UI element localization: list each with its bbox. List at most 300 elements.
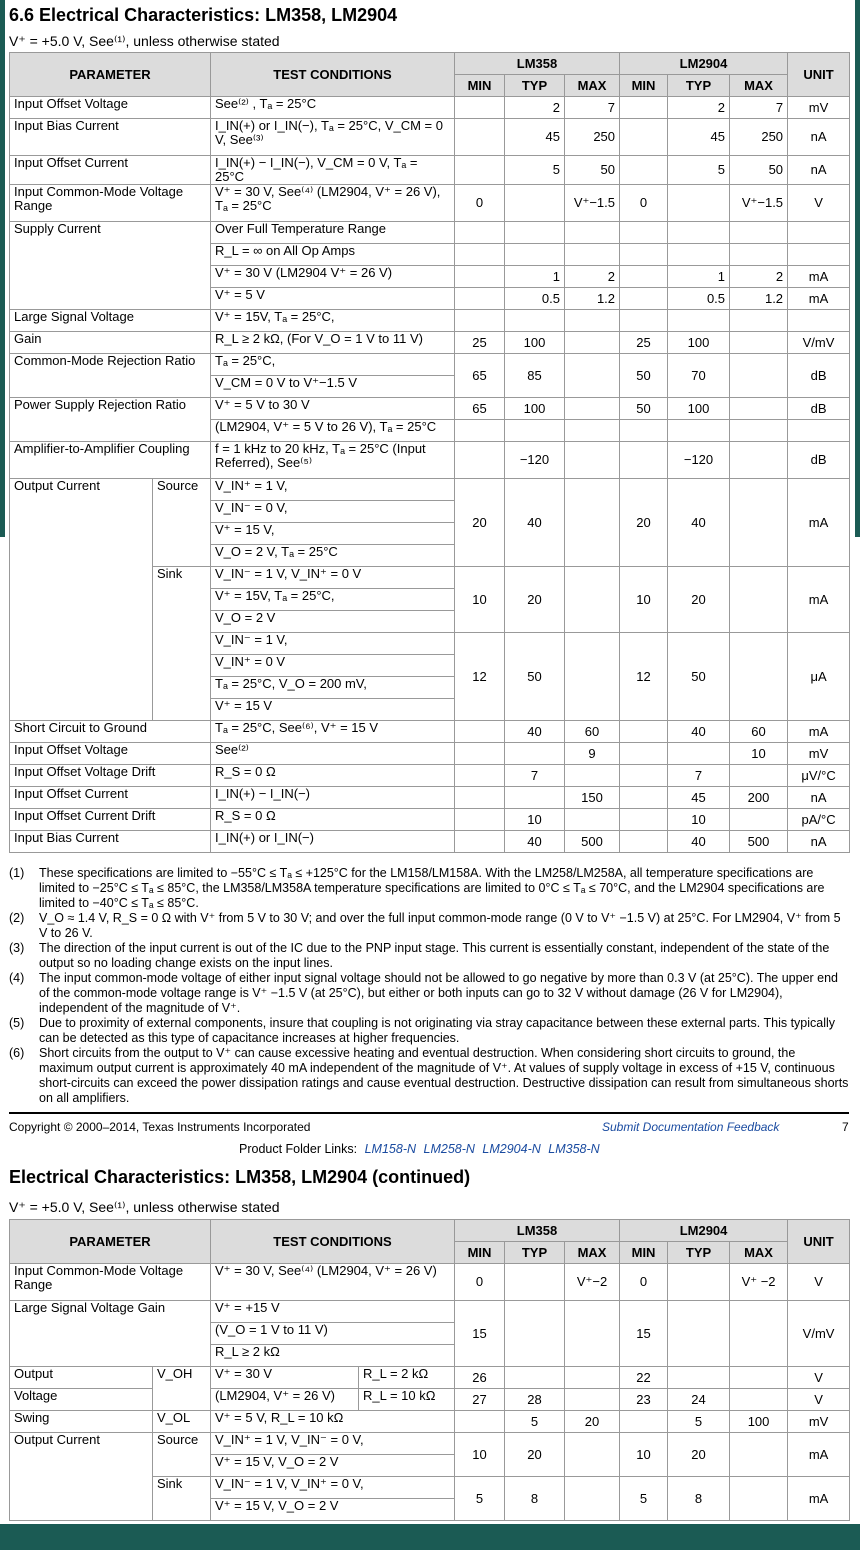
unit-cell: V (788, 185, 850, 222)
value-cell: 10 (620, 567, 668, 633)
footnote-text: The input common-mode voltage of either input signal voltage should not be allowed to go negative by more than 0.3 V (at 25°C). The upper end of the common-mode voltage range is V⁺ −1.5 V (at 25°C), but either or both inputs can go to 32 V without damage (26 V for LM2904), independent of the magnitude of V⁺. (39, 971, 839, 1015)
value-cell (730, 633, 788, 721)
param-cell: Input Offset Current (10, 787, 211, 809)
header-lm358: LM358 (455, 53, 620, 75)
value-cell (565, 1301, 620, 1367)
cond-cell: V⁺ = 30 V (LM2904 V⁺ = 26 V) (211, 266, 455, 288)
value-cell (620, 266, 668, 288)
rl-cell: R_L = 2 kΩ (359, 1367, 455, 1389)
param-cell: Gain (10, 332, 211, 354)
value-cell (455, 156, 505, 185)
unit-cell: mA (788, 1433, 850, 1477)
footnote-number: (6) (9, 1046, 25, 1060)
param-cell: Output Current (10, 1433, 153, 1521)
sub-param-cell: Sink (153, 567, 211, 721)
param-cell: Supply Current (10, 222, 211, 310)
header-max: MAX (565, 1242, 620, 1264)
value-cell: 22 (620, 1367, 668, 1389)
cond-cell: V⁺ = 15V, Tₐ = 25°C, (211, 589, 455, 611)
cond-cell: V_IN⁺ = 1 V, (211, 479, 455, 501)
value-cell (730, 1389, 788, 1411)
value-cell: 12 (455, 633, 505, 721)
value-cell: 8 (668, 1477, 730, 1521)
value-cell: 60 (730, 721, 788, 743)
cond-cell: V⁺ = 30 V, See⁽⁴⁾ (LM2904, V⁺ = 26 V) (211, 1264, 455, 1301)
unit-cell: mA (788, 266, 850, 288)
value-cell (730, 332, 788, 354)
param-cell: Short Circuit to Ground (10, 721, 211, 743)
value-cell (730, 809, 788, 831)
param-cell: Input Offset Current Drift (10, 809, 211, 831)
cond-cell: (V_O = 1 V to 11 V) (211, 1323, 455, 1345)
value-cell: 9 (565, 743, 620, 765)
footnotes (9, 866, 849, 1106)
cond-cell: V⁺ = 30 V, See⁽⁴⁾ (LM2904, V⁺ = 26 V), Tₐ = 25°C (211, 185, 455, 222)
value-cell: V⁺−2 (565, 1264, 620, 1301)
cond-cell: V_IN⁺ = 0 V (211, 655, 455, 677)
param-cell: Input Offset Voltage (10, 97, 211, 119)
value-cell (565, 1433, 620, 1477)
page-footer (9, 1112, 849, 1142)
value-cell: 100 (505, 398, 565, 420)
table-row (10, 185, 850, 222)
value-cell: 7 (565, 97, 620, 119)
right-border-strip (855, 0, 860, 537)
cond-cell: R_S = 0 Ω (211, 809, 455, 831)
value-cell: 0 (455, 1264, 505, 1301)
table-row (10, 1301, 850, 1323)
header-lm2904: LM2904 (620, 1220, 788, 1242)
value-cell: 10 (730, 743, 788, 765)
electrical-characteristics-table-continued (9, 1219, 850, 1521)
value-cell: −120 (668, 442, 730, 479)
unit-cell: mA (788, 479, 850, 567)
table-row (10, 1389, 850, 1411)
value-cell: 2 (668, 97, 730, 119)
table-row (10, 831, 850, 853)
cond-cell: V_IN⁺ = 1 V, V_IN⁻ = 0 V, (211, 1433, 455, 1455)
unit-cell: mA (788, 721, 850, 743)
value-cell (565, 633, 620, 721)
value-cell (565, 1477, 620, 1521)
unit-cell: mV (788, 97, 850, 119)
header-typ: TYP (668, 1242, 730, 1264)
value-cell: 0 (620, 1264, 668, 1301)
footnote-text: Due to proximity of external components, insure that coupling is not originating via stray capacitance between these external parts. This typically can be detected as this type of capacitance increases at higher frequencies. (39, 1016, 836, 1045)
cond-cell: V_IN⁻ = 1 V, V_IN⁺ = 0 V, (211, 1477, 455, 1499)
cond-cell: V⁺ = 15V, Tₐ = 25°C, (211, 310, 455, 332)
cond-cell: V_CM = 0 V to V⁺−1.5 V (211, 376, 455, 398)
cond-cell: I_IN(+) − I_IN(−), V_CM = 0 V, Tₐ = 25°C (211, 156, 455, 185)
unit-cell: mV (788, 743, 850, 765)
value-cell (505, 1301, 565, 1367)
value-cell: 100 (730, 1411, 788, 1433)
value-cell (668, 1264, 730, 1301)
value-cell: 5 (668, 156, 730, 185)
value-cell: 20 (505, 567, 565, 633)
value-cell (730, 1301, 788, 1367)
value-cell (730, 1367, 788, 1389)
param-cell: Power Supply Rejection Ratio (10, 398, 211, 442)
footnote (9, 941, 849, 971)
cond-cell: V⁺ = +15 V (211, 1301, 455, 1323)
value-cell (565, 1367, 620, 1389)
value-cell: 40 (505, 831, 565, 853)
param-cell: Input Bias Current (10, 831, 211, 853)
electrical-characteristics-table (9, 52, 850, 853)
param-cell: Output (10, 1367, 153, 1389)
cond-cell: (LM2904, V⁺ = 5 V to 26 V), Tₐ = 25°C (211, 420, 455, 442)
unit-cell: V (788, 1264, 850, 1301)
cond-cell: f = 1 kHz to 20 kHz, Tₐ = 25°C (Input Referred), See⁽⁵⁾ (211, 442, 455, 479)
cond-cell: I_IN(+) − I_IN(−) (211, 787, 455, 809)
value-cell: 27 (455, 1389, 505, 1411)
value-cell (455, 721, 505, 743)
footnote-text: These specifications are limited to −55°C ≤ Tₐ ≤ +125°C for the LM158/LM158A. With the LM258/LM258A, all temperature specifications are limited to −25°C ≤ Tₐ ≤ 85°C, the LM358/LM358A temperature specifications are limited to 0°C ≤ Tₐ ≤ 70°C, and the LM2904 specifications are limited to −40°C ≤ Tₐ ≤ 85°C. (39, 866, 825, 910)
link-lm358[interactable]: LM358-N (548, 1142, 600, 1156)
value-cell (620, 809, 668, 831)
cond-cell: V_O = 2 V (211, 611, 455, 633)
value-cell (505, 1367, 565, 1389)
value-cell (730, 398, 788, 420)
cond-cell: I_IN(+) or I_IN(−) (211, 831, 455, 853)
value-cell: 0 (455, 185, 505, 222)
cond-cell: R_L = ∞ on All Op Amps (211, 244, 455, 266)
value-cell (730, 567, 788, 633)
header-lm358: LM358 (455, 1220, 620, 1242)
value-cell: −120 (505, 442, 565, 479)
value-cell (730, 1477, 788, 1521)
unit-cell: nA (788, 156, 850, 185)
value-cell: 5 (505, 1411, 565, 1433)
value-cell: 250 (565, 119, 620, 156)
value-cell: 50 (565, 156, 620, 185)
header-unit: UNIT (788, 1220, 850, 1264)
param-cell: Input Bias Current (10, 119, 211, 156)
value-cell: 5 (668, 1411, 730, 1433)
value-cell: 0 (620, 185, 668, 222)
value-cell: 7 (730, 97, 788, 119)
param-cell: Common-Mode Rejection Ratio (10, 354, 211, 398)
value-cell (620, 743, 668, 765)
unit-cell: dB (788, 354, 850, 398)
value-cell: 26 (455, 1367, 505, 1389)
value-cell (565, 567, 620, 633)
value-cell (730, 354, 788, 398)
value-cell (455, 765, 505, 787)
symbol-cell: V_OL (153, 1411, 211, 1433)
footnote-number: (1) (9, 866, 25, 880)
table-row (10, 332, 850, 354)
value-cell: 500 (565, 831, 620, 853)
cond-cell: Tₐ = 25°C, V_O = 200 mV, (211, 677, 455, 699)
value-cell: 2 (505, 97, 565, 119)
value-cell (730, 1433, 788, 1477)
value-cell: 10 (455, 1433, 505, 1477)
value-cell: 250 (730, 119, 788, 156)
value-cell: 45 (668, 119, 730, 156)
cond-cell: V⁺ = 15 V, V_O = 2 V (211, 1455, 455, 1477)
copyright-text: Copyright © 2000–2014, Texas Instruments Incorporated (9, 1120, 311, 1134)
table-row (10, 1433, 850, 1455)
value-cell (620, 721, 668, 743)
value-cell: 8 (505, 1477, 565, 1521)
value-cell (455, 809, 505, 831)
value-cell: 50 (668, 633, 730, 721)
cond-cell: V⁺ = 30 V (211, 1367, 359, 1389)
unit-cell: dB (788, 398, 850, 420)
cond-cell: Tₐ = 25°C, (211, 354, 455, 376)
sub-param-cell: Sink (153, 1477, 211, 1521)
unit-cell: μA (788, 633, 850, 721)
table-row (10, 354, 850, 376)
value-cell (668, 743, 730, 765)
section-condition: V⁺ = +5.0 V, See⁽¹⁾, unless otherwise stated (9, 1199, 280, 1215)
header-min: MIN (455, 75, 505, 97)
param-cell: Swing (10, 1411, 153, 1433)
unit-cell: V/mV (788, 332, 850, 354)
value-cell (730, 479, 788, 567)
value-cell: 5 (455, 1477, 505, 1521)
cond-cell: R_L ≥ 2 kΩ, (For V_O = 1 V to 11 V) (211, 332, 455, 354)
header-max: MAX (565, 75, 620, 97)
param-cell: Large Signal Voltage Gain (10, 1301, 211, 1367)
value-cell: 1 (505, 266, 565, 288)
unit-cell: mA (788, 288, 850, 310)
value-cell: 50 (620, 398, 668, 420)
section-title-continued: Electrical Characteristics: LM358, LM2904 (continued) (9, 1167, 471, 1187)
value-cell: 70 (668, 354, 730, 398)
value-cell (565, 398, 620, 420)
header-min: MIN (455, 1242, 505, 1264)
value-cell: 0.5 (505, 288, 565, 310)
unit-cell: dB (788, 442, 850, 479)
header-parameter: PARAMETER (10, 53, 211, 97)
value-cell: 65 (455, 398, 505, 420)
header-typ: TYP (505, 1242, 565, 1264)
unit-cell: μV/°C (788, 765, 850, 787)
header-test-conditions: TEST CONDITIONS (211, 53, 455, 97)
value-cell (620, 1411, 668, 1433)
value-cell: 1.2 (730, 288, 788, 310)
value-cell (668, 185, 730, 222)
value-cell: 200 (730, 787, 788, 809)
value-cell (565, 1389, 620, 1411)
symbol-cell: V_OH (153, 1367, 211, 1411)
unit-cell: V/mV (788, 1301, 850, 1367)
value-cell (620, 765, 668, 787)
cond-cell: V⁺ = 5 V to 30 V (211, 398, 455, 420)
value-cell (565, 479, 620, 567)
value-cell (565, 809, 620, 831)
cond-cell: R_L ≥ 2 kΩ (211, 1345, 455, 1367)
submit-feedback-link[interactable]: Submit Documentation Feedback (602, 1120, 780, 1134)
value-cell (455, 831, 505, 853)
value-cell: 500 (730, 831, 788, 853)
header-lm2904: LM2904 (620, 53, 788, 75)
cond-cell: V⁺ = 5 V, R_L = 10 kΩ (211, 1411, 455, 1433)
footnote (9, 911, 849, 941)
value-cell: 5 (505, 156, 565, 185)
link-lm258[interactable]: LM258-N (423, 1142, 475, 1156)
footnote-text: Short circuits from the output to V⁺ can cause excessive heating and eventual destruction. When considering short circuits to ground, the maximum output current is approximately 40 mA independent of the magnitude of V⁺. At values of supply voltage in excess of +15 V, continuous short-circuits can exceed the power dissipation ratings and cause eventual destruction. Destructive dissipation can result from simultaneous shorts on all amplifiers. (39, 1046, 849, 1105)
cond-cell: V⁺ = 5 V (211, 288, 455, 310)
header-min: MIN (620, 75, 668, 97)
link-lm158[interactable]: LM158-N (364, 1142, 417, 1156)
table-row (10, 310, 850, 332)
value-cell: 7 (505, 765, 565, 787)
param-cell: Large Signal Voltage (10, 310, 211, 332)
value-cell: 20 (668, 567, 730, 633)
value-cell: 50 (620, 354, 668, 398)
value-cell (455, 787, 505, 809)
footnote-number: (2) (9, 911, 25, 925)
value-cell: 24 (668, 1389, 730, 1411)
value-cell: 1.2 (565, 288, 620, 310)
value-cell: 10 (668, 809, 730, 831)
page-number: 7 (842, 1120, 849, 1134)
cond-cell: R_S = 0 Ω (211, 765, 455, 787)
value-cell (620, 156, 668, 185)
value-cell: 7 (668, 765, 730, 787)
value-cell (455, 1411, 505, 1433)
param-cell: Amplifier-to-Amplifier Coupling (10, 442, 211, 479)
value-cell: 45 (505, 119, 565, 156)
value-cell (455, 119, 505, 156)
param-cell: Voltage (10, 1389, 153, 1411)
table-row (10, 442, 850, 479)
value-cell: 2 (730, 266, 788, 288)
unit-cell: mV (788, 1411, 850, 1433)
value-cell: 50 (505, 633, 565, 721)
value-cell: 40 (505, 721, 565, 743)
value-cell: 20 (620, 479, 668, 567)
value-cell: 50 (730, 156, 788, 185)
header-max: MAX (730, 75, 788, 97)
link-lm2904[interactable]: LM2904-N (482, 1142, 541, 1156)
value-cell: 45 (668, 787, 730, 809)
value-cell: 5 (620, 1477, 668, 1521)
links-label: Product Folder Links: (239, 1142, 358, 1156)
value-cell: 25 (620, 332, 668, 354)
value-cell: 100 (505, 332, 565, 354)
value-cell: 150 (565, 787, 620, 809)
header-typ: TYP (668, 75, 730, 97)
footnote (9, 971, 849, 1016)
value-cell: 40 (505, 479, 565, 567)
cond-cell: V_IN⁻ = 1 V, (211, 633, 455, 655)
cond-cell: V_IN⁻ = 0 V, (211, 501, 455, 523)
footnote (9, 1046, 849, 1106)
value-cell: 15 (455, 1301, 505, 1367)
footnote-number: (4) (9, 971, 25, 985)
footnote (9, 1016, 849, 1046)
footnote-number: (5) (9, 1016, 25, 1030)
value-cell (620, 119, 668, 156)
table-row (10, 222, 850, 244)
value-cell (620, 831, 668, 853)
value-cell (565, 354, 620, 398)
table-row (10, 809, 850, 831)
value-cell (455, 743, 505, 765)
value-cell (668, 1301, 730, 1367)
value-cell: 15 (620, 1301, 668, 1367)
value-cell: 65 (455, 354, 505, 398)
value-cell: 100 (668, 398, 730, 420)
value-cell: 40 (668, 479, 730, 567)
value-cell (620, 787, 668, 809)
value-cell: 40 (668, 721, 730, 743)
value-cell: V⁺−1.5 (565, 185, 620, 222)
cond-cell: See⁽²⁾ , Tₐ = 25°C (211, 97, 455, 119)
table-row (10, 721, 850, 743)
header-test-conditions: TEST CONDITIONS (211, 1220, 455, 1264)
value-cell: 20 (505, 1433, 565, 1477)
param-cell: Input Common-Mode Voltage Range (10, 185, 211, 222)
value-cell: 60 (565, 721, 620, 743)
value-cell: V⁺−1.5 (730, 185, 788, 222)
value-cell (455, 97, 505, 119)
footnote (9, 866, 849, 911)
cond-cell: Tₐ = 25°C, See⁽⁶⁾, V⁺ = 15 V (211, 721, 455, 743)
table-row (10, 119, 850, 156)
section-title: 6.6 Electrical Characteristics: LM358, LM2904 (9, 5, 398, 25)
cond-cell: V_O = 2 V, Tₐ = 25°C (211, 545, 455, 567)
unit-cell: mA (788, 567, 850, 633)
footnote-text: V_O ≈ 1.4 V, R_S = 0 Ω with V⁺ from 5 V to 30 V; and over the full input common-mode range (0 V to V⁺ −1.5 V) at 25°C. For LM2904, V⁺ from 5 V to 26 V. (39, 911, 841, 940)
datasheet-page-2 (0, 1160, 860, 1524)
sub-param-cell: Source (153, 479, 211, 567)
value-cell: 85 (505, 354, 565, 398)
value-cell (505, 787, 565, 809)
cond-cell: V_IN⁻ = 1 V, V_IN⁺ = 0 V (211, 567, 455, 589)
cond-cell: V⁺ = 15 V, V_O = 2 V (211, 1499, 455, 1521)
footnote-text: The direction of the input current is out of the IC due to the PNP input stage. This current is essentially constant, independent of the state of the output so no loading change exists on the input lines. (39, 941, 830, 970)
value-cell (620, 97, 668, 119)
rl-cell: R_L = 10 kΩ (359, 1389, 455, 1411)
value-cell: 10 (505, 809, 565, 831)
cond-cell: I_IN(+) or I_IN(−), Tₐ = 25°C, V_CM = 0 V, See⁽³⁾ (211, 119, 455, 156)
cond-cell: Over Full Temperature Range (211, 222, 455, 244)
param-cell: Input Offset Current (10, 156, 211, 185)
value-cell: 20 (565, 1411, 620, 1433)
value-cell: 20 (455, 479, 505, 567)
param-cell: Output Current (10, 479, 153, 721)
sub-param-cell: Source (153, 1433, 211, 1477)
value-cell (455, 266, 505, 288)
value-cell: 1 (668, 266, 730, 288)
table-row (10, 743, 850, 765)
unit-cell: V (788, 1367, 850, 1389)
table-row (10, 97, 850, 119)
value-cell (505, 1264, 565, 1301)
cond-cell: (LM2904, V⁺ = 26 V) (211, 1389, 359, 1411)
table-row (10, 398, 850, 420)
value-cell: 0.5 (668, 288, 730, 310)
unit-cell: nA (788, 787, 850, 809)
value-cell: 100 (668, 332, 730, 354)
table-row (10, 1367, 850, 1389)
unit-cell: mA (788, 1477, 850, 1521)
value-cell: 10 (455, 567, 505, 633)
param-cell: Input Offset Voltage (10, 743, 211, 765)
header-unit: UNIT (788, 53, 850, 97)
product-folder-links (239, 1142, 600, 1156)
unit-cell: V (788, 1389, 850, 1411)
value-cell: 25 (455, 332, 505, 354)
value-cell (505, 743, 565, 765)
unit-cell: pA/°C (788, 809, 850, 831)
